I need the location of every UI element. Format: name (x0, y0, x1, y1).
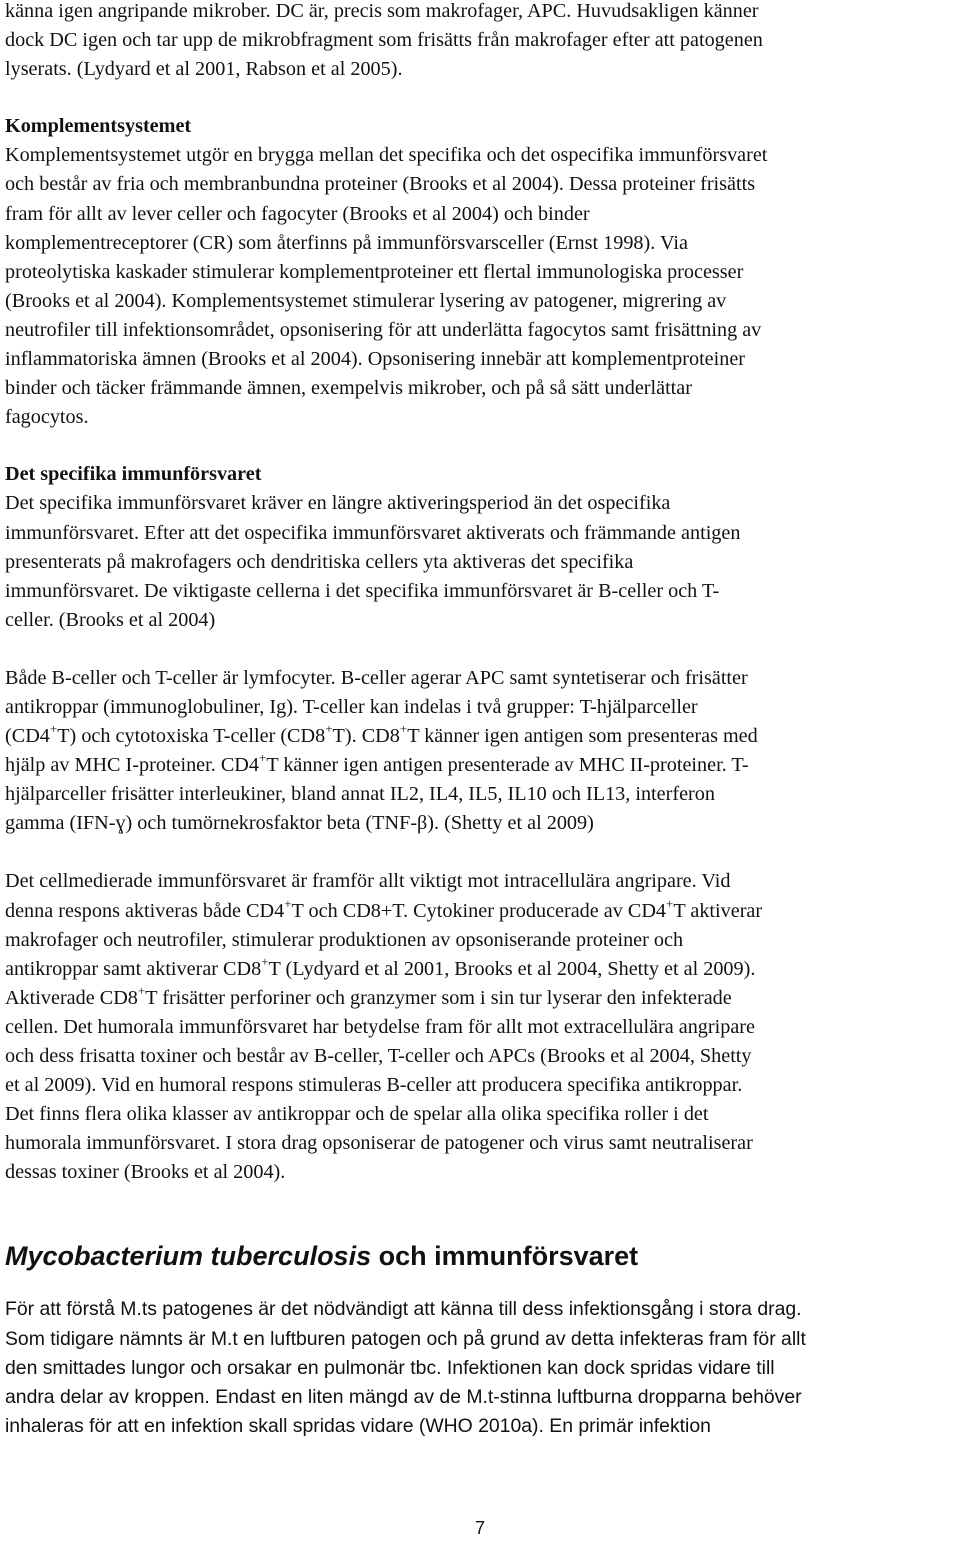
text-line: immunförsvaret. De viktigaste cellerna i det specifika immunförsvaret är B-celler och T- (5, 579, 720, 602)
text-line: (Brooks et al 2004). Komplementsystemet stimulerar lysering av patogener, migrering av (5, 289, 727, 312)
text-line: fagocytos. (5, 406, 89, 429)
intro-paragraph (5, 0, 955, 84)
text-line: humorala immunförsvaret. I stora drag opsoniserar de patogener och virus samt neutraliserar (5, 1132, 753, 1155)
text-line: och dess frisatta toxiner och består av B-celler, T-celler och APCs (Brooks et al 2004, Shetty (5, 1045, 752, 1067)
text-line: Det finns flera olika klasser av antikroppar och de spelar alla olika specifika roller i det (5, 1103, 709, 1126)
text-line: Både B-celler och T-celler är lymfocyter. B-celler agerar APC samt syntetiserar och frisätter (5, 666, 748, 689)
superscript-plus: + (261, 953, 269, 969)
section-heading-italic: Mycobacterium tuberculosis (5, 1241, 372, 1272)
text-line: den smittades lungor och orsakar en pulmonär tbc. Infektionen kan dock spridas vidare till (5, 1356, 775, 1379)
text-line: gamma (IFN-ɣ) och tumörnekrosfaktor beta (TNF-β). (Shetty et al 2009) (5, 812, 594, 835)
superscript-plus: + (284, 895, 292, 911)
text-line: binder och täcker främmande ämnen, exempelvis mikrober, och på så sätt underlättar (5, 377, 692, 400)
text-line: känna igen angripande mikrober. DC är, precis som makrofager, APC. Huvudsakligen känner (5, 0, 759, 22)
text-line: inhaleras för att en infektion skall spridas vidare (WHO 2010a). En primär infektion (5, 1414, 711, 1437)
text-line: hjälparceller frisätter interleukiner, bland annat IL2, IL4, IL5, IL10 och IL13, interferon (5, 783, 715, 806)
text-line: celler. (Brooks et al 2004) (5, 608, 216, 631)
text-line: lyserats. (Lydyard et al 2001, Rabson et al 2005). (5, 58, 403, 81)
text-line: Det cellmedierade immunförsvaret är framför allt viktigt mot intracellulära angripare. Vid (5, 870, 731, 893)
text-line: Aktiverade CD8+T frisätter perforiner och granzymer som i sin tur lyserar den infekterade (5, 983, 732, 1009)
text-line: Som tidigare nämnts är M.t en luftburen patogen och på grund av detta infekteras fram för allt (5, 1327, 806, 1350)
tuberculosis-paragraph (5, 1295, 955, 1440)
text-line: immunförsvaret. Efter att det ospecifika immunförsvaret aktiverats och främmande antigen (5, 521, 741, 544)
text-line: fram för allt av lever celler och fagocyter (Brooks et al 2004) och binder (5, 202, 590, 225)
lymfocyter-paragraph (5, 664, 955, 839)
text-line: antikroppar samt aktiverar CD8+T (Lydyard et al 2001, Brooks et al 2004, Shetty et al 2009). (5, 953, 756, 980)
text-line: Komplementsystemet utgör en brygga mellan det specifika och det ospecifika immunförsvaret (5, 144, 768, 167)
superscript-plus: + (137, 983, 146, 999)
text-line: denna respons aktiveras både CD4+T och CD8+T. Cytokiner producerade av CD4+T aktiverar (5, 895, 763, 922)
text-line: andra delar av kroppen. Endast en liten mängd av de M.t-stinna luftburna dropparna behöver (5, 1385, 802, 1408)
section-heading (5, 1239, 955, 1273)
text-line: presenterats på makrofagers och dendritiska cellers yta aktiveras det specifika (5, 550, 634, 573)
komplement-heading: Komplementsystemet (5, 115, 192, 138)
superscript-plus: + (666, 895, 674, 911)
text-line: makrofager och neutrofiler, stimulerar produktionen av opsoniserande proteiner och (5, 928, 684, 951)
text-line: För att förstå M.ts patogenes är det nödvändigt att känna till dess infektionsgång i stora drag. (5, 1298, 802, 1321)
superscript-plus: + (258, 750, 267, 766)
komplement-paragraph (5, 112, 955, 432)
text-line: (CD4+T) och cytotoxiska T-celler (CD8+T). CD8+T känner igen antigen som presenteras med (5, 721, 758, 748)
text-line: inflammatoriska ämnen (Brooks et al 2004). Opsonisering innebär att komplementproteiner (5, 348, 746, 371)
cellmedierade-paragraph (5, 867, 955, 1187)
text-line: dessas toxiner (Brooks et al 2004). (5, 1161, 286, 1184)
superscript-plus: + (325, 721, 333, 737)
section-heading-rest: och immunförsvaret (371, 1241, 639, 1272)
text-line: cellen. Det humorala immunförsvaret har betydelse fram för allt mot extracellulära angripare (5, 1015, 755, 1038)
text-line: Det specifika immunförsvaret kräver en längre aktiveringsperiod än det ospecifika (5, 492, 671, 515)
text-line: komplementreceptorer (CR) som återfinns på immunförsvarsceller (Ernst 1998). Via (5, 231, 688, 254)
text-line: dock DC igen och tar upp de mikrobfragment som frisätts från makrofager efter att patogenen (5, 29, 763, 52)
superscript-plus: + (399, 721, 408, 737)
text-line: och består av fria och membranbundna proteiner (Brooks et al 2004). Dessa proteiner frisätts (5, 173, 756, 196)
text-line: et al 2009). Vid en humoral respons stimuleras B-celler att producera specifika antikroppar. (5, 1074, 743, 1097)
document-page (5, 0, 955, 1441)
page-number: 7 (474, 1518, 485, 1538)
text-line: hjälp av MHC I-proteiner. CD4+T känner igen antigen presenterade av MHC II-proteiner. T- (5, 750, 749, 777)
specifika-paragraph (5, 460, 955, 635)
superscript-plus: + (49, 721, 58, 737)
text-line: antikroppar (immunoglobuliner, Ig). T-celler kan indelas i två grupper: T-hjälparceller (5, 695, 698, 718)
text-line: neutrofiler till infektionsområdet, opsonisering för att underlätta fagocytos samt frisättning av (5, 318, 762, 341)
text-line: proteolytiska kaskader stimulerar komplementproteiner ett flertal immunologiska processer (5, 260, 744, 283)
specifika-heading: Det specifika immunförsvaret (5, 463, 262, 486)
